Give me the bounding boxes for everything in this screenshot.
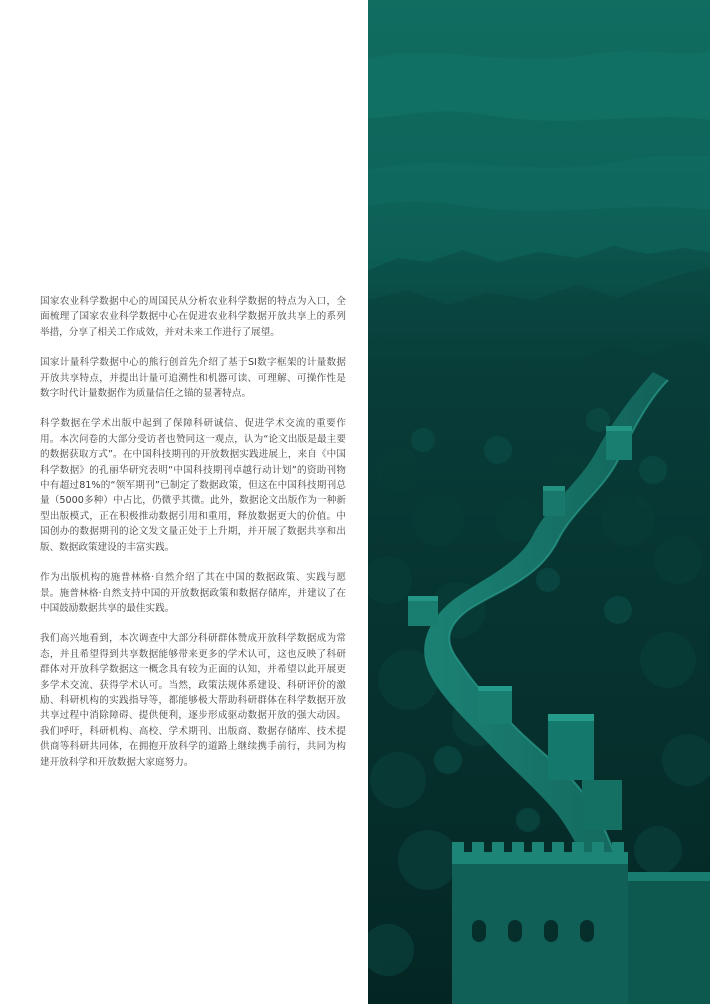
paragraph-agriculture-data: 国家农业科学数据中心的周国民从分析农业科学数据的特点为入口，全面梳理了国家农业科学数据中心在促进农业科学数据开放共享上的系列举措，分享了相关工作成效，并对未来工作进行了展望。 (40, 296, 346, 338)
paragraph-springer-nature: 作为出版机构的施普林格·自然介绍了其在中国的数据政策、实践与愿景。施普林格·自然支持中国的开放数据政策和数据存储库，并建议了在中国鼓励数据共享的最佳实践。 (40, 572, 346, 614)
great-wall-photo (368, 0, 710, 1004)
paragraph-metrology-data: 国家计量科学数据中心的熊行创首先介绍了基于SI数字框架的计量数据开放共享特点，并提出计量可追溯性和机器可读、可理解、可操作性是数字时代计量数据作为质量信任之锚的显著特点。 (40, 357, 346, 400)
paragraph-conclusion: 我们高兴地看到，本次调查中大部分科研群体赞成开放科学数据成为常态，并且希望得到共享数据能够带来更多的学术认可，这也反映了科研群体对开放科学数据这一概念具有较为正面的认知，并希望以此开展更多学术交流、获得学术认可。当然，政策法规体系建设、科研评价的激励、科研机构的实践指导等，都能够极大帮助科研群体在科学数据开放共享过程中消除障碍、提供便利，逐步形成驱动数据开放的强大动因。我们呼吁，科研机构、高校、学术期刊、出版商、数据存储库、技术提供商等科研共同体，在拥抱开放科学的道路上继续携手前行，共同为构建开放科学和开放数据大家庭努力。 (40, 633, 346, 768)
great-wall-illustration (368, 0, 710, 1004)
paragraph-academic-publishing: 科学数据在学术出版中起到了保障科研诚信、促进学术交流的重要作用。本次问卷的大部分受访者也赞同这一观点，认为“论文出版是最主要的数据获取方式”。在中国科技期刊的开放数据实践进展上，来自《中国科学数据》的孔丽华研究表明“中国科技期刊卓越行动计划”的资助刊物中有超过81%的“领军期刊”已制定了数据政策，但这在中国科技期刊总量（5000多种）中占比，仍微乎其微。此外，数据论文出版作为一种新型出版模式，正在积极推动数据引用和重用，释放数据更大的价值。中国创办的数据期刊的论文发文量正处于上升期，并开展了数据共享和出版、数据政策建设的丰富实践。 (40, 418, 346, 553)
article-body (40, 294, 346, 785)
